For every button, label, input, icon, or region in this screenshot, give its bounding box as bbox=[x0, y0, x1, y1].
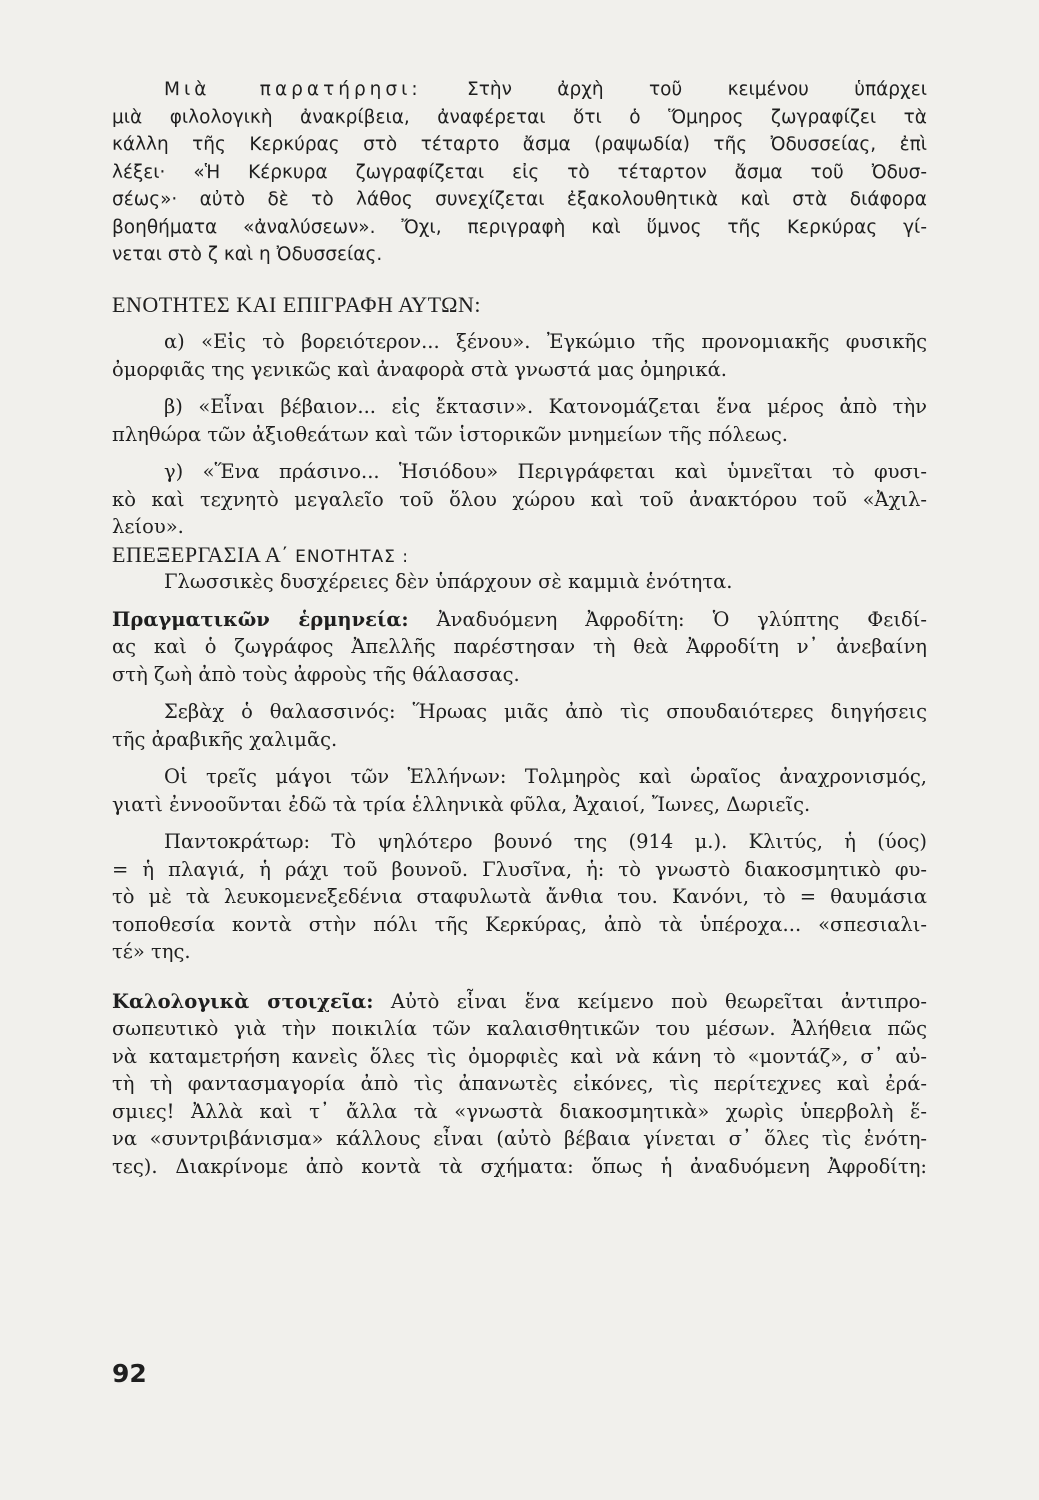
factual-line: τῆς ἀραβικῆς χαλιμᾶς. bbox=[112, 727, 338, 751]
factual-line: τὸ μὲ τὰ λευκομενεξεδένια σταφυλωτὰ ἄνθια του. Κανόνι, τὸ = θαυμάσια bbox=[112, 885, 927, 908]
factual-first-line: Πραγματικῶν ἑρμηνεία: Ἀναδυόμενη Ἀφροδίτη: Ὁ γλύπτης Φειδί- bbox=[112, 607, 927, 631]
section-line: α) «Εἰς τὸ βορειότερον... ξένου». Ἐγκώμιο τῆς προνομιακῆς φυσικῆς bbox=[164, 330, 927, 353]
factual-line: Σεβὰχ ὁ θαλασσινός: Ἥρωας μιᾶς ἀπὸ τὶς σπουδαιότερες διηγήσεις bbox=[164, 700, 927, 723]
section-line: γ) «Ἕνα πράσινο... Ἡσιόδου» Περιγράφεται καὶ ὑμνεῖται τὸ φυσι- bbox=[164, 460, 927, 483]
factual-line: στὴ ζωὴ ἀπὸ τοὺς ἀφροὺς τῆς θάλασσας. bbox=[112, 662, 520, 686]
page-number: 92 bbox=[112, 1359, 147, 1388]
factual-line: τέ» της. bbox=[112, 940, 191, 963]
factual-line: γιατὶ ἐννοοῦνται ἐδῶ τὰ τρία ἑλληνικὰ φῦλα, Ἀχαιοί, Ἴωνες, Δωριεῖς. bbox=[112, 792, 811, 816]
factual-line: Παντοκράτωρ: Τὸ ψηλότερο βουνό της (914 μ.). Κλιτύς, ἡ (ύος) bbox=[164, 830, 927, 853]
aesthetic-label: Καλολογικὰ στοιχεῖα: bbox=[112, 989, 374, 1013]
note-line: λέξει· «Ἡ Κέρκυρα ζωγραφίζεται εἰς τὸ τέταρτον ἄσμα τοῦ Ὀδυσ- bbox=[112, 161, 927, 183]
factual-line: Οἱ τρεῖς μάγοι τῶν Ἑλλήνων: Τολμηρὸς καὶ ὡραῖος ἀναχρονισμός, bbox=[164, 765, 927, 788]
sections-heading: ΕΝΟΤΗΤΕΣ ΚΑΙ ΕΠΙΓΡΑΦΗ ΑΥΤΩΝ: bbox=[112, 291, 481, 317]
factual-line: ας καὶ ὁ ζωγράφος Ἀπελλῆς παρέστησαν τὴ θεὰ Ἀφροδίτη ν᾽ ἀνεβαίνη bbox=[112, 635, 927, 658]
note-first-line: Μιὰ παρατήρησι: Στὴν ἀρχὴ τοῦ κειμένου ὑπάρχει bbox=[164, 79, 927, 100]
note-line: μιὰ φιλολογικὴ ἀνακρίβεια, ἀναφέρεται ὅτι ὁ Ὅμηρος ζωγραφίζει τὰ bbox=[112, 106, 927, 128]
section-line: β) «Εἶναι βέβαιον... εἰς ἔκτασιν». Κατονομάζεται ἕνα μέρος ἀπὸ τὴν bbox=[164, 395, 927, 418]
aesthetic-line: τὴ τὴ φαντασμαγορία ἀπὸ τὶς ἀπανωτὲς εἰκόνες, τὶς περίτεχνες καὶ ἐρά- bbox=[112, 1072, 927, 1095]
note-line: βοηθήματα «ἀναλύσεων». Ὄχι, περιγραφὴ καὶ ὕμνος τῆς Κερκύρας γί- bbox=[112, 216, 927, 238]
elaboration-line: Γλωσσικὲς δυσχέρειες δὲν ὑπάρχουν σὲ καμμιὰ ἑνότητα. bbox=[164, 570, 733, 593]
section-line: ὀμορφιᾶς της γενικῶς καὶ ἀναφορὰ στὰ γνωστά μας ὀμηρικά. bbox=[112, 357, 727, 381]
section-line: πληθώρα τῶν ἀξιοθεάτων καὶ τῶν ἱστορικῶν μνημείων τῆς πόλεως. bbox=[112, 422, 789, 446]
aesthetic-line: να «συντριβάνισμα» κάλλους εἶναι (αὐτὸ βέβαια γίνεται σ᾽ ὅλες τὶς ἑνότη- bbox=[112, 1127, 927, 1150]
aesthetic-line: τες). Διακρίνομε ἀπὸ κοντὰ τὰ σχήματα: ὅπως ἡ ἀναδυόμενη Ἀφροδίτη: bbox=[112, 1154, 927, 1178]
factual-line: = ἡ πλαγιά, ἡ ράχι τοῦ βουνοῦ. Γλυσῖνα, ἡ: τὸ γνωστὸ διακοσμητικὸ φυ- bbox=[112, 857, 927, 881]
note-line: κάλλη τῆς Κερκύρας στὸ τέταρτο ἄσμα (ραψωδία) τῆς Ὀδυσσείας, ἐπὶ bbox=[112, 134, 927, 155]
aesthetic-line: σωπευτικὸ γιὰ τὴν ποικιλία τῶν καλαισθητικῶν του μέσων. Ἀλήθεια πῶς bbox=[112, 1017, 927, 1040]
aesthetic-line: σμιες! Ἀλλὰ καὶ τ᾽ ἄλλα τὰ «γνωστὰ διακοσμητικὰ» χωρὶς ὑπερβολὴ ἕ- bbox=[112, 1099, 927, 1123]
note-line: νεται στὸ ζ καὶ η Ὀδυσσείας. bbox=[112, 244, 383, 265]
note-label: Μιὰ παρατήρησι: bbox=[164, 79, 422, 100]
page-body bbox=[112, 76, 927, 1180]
factual-line: τοποθεσία κοντὰ στὴν πόλι τῆς Κερκύρας, ἀπὸ τὰ ὑπέροχα... «σπεσιαλι- bbox=[112, 912, 927, 936]
note-line: σέως»· αὐτὸ δὲ τὸ λάθος συνεχίζεται ἐξακολουθητικὰ καὶ στὰ διάφορα bbox=[112, 189, 927, 210]
section-line: κὸ καὶ τεχνητὸ μεγαλεῖο τοῦ ὅλου χώρου καὶ τοῦ ἀνακτόρου τοῦ «Ἀχιλ- bbox=[112, 487, 927, 511]
aesthetic-first-line: Καλολογικὰ στοιχεῖα: Αὐτὸ εἶναι ἕνα κείμενο ποὺ θεωρεῖται ἀντιπρο- bbox=[112, 989, 927, 1013]
aesthetic-line: νὰ καταμετρήση κανεὶς ὅλες τὶς ὀμορφιὲς καὶ νὰ κάνη τὸ «μοντάζ», σ᾽ αὐ- bbox=[112, 1044, 927, 1068]
elaboration-heading: ΕΠΕΞΕΡΓΑΣΙΑ Α΄ ΕΝΟΤΗΤΑΣ : bbox=[112, 541, 409, 567]
section-line: λείου». bbox=[112, 515, 184, 538]
factual-label: Πραγματικῶν ἑρμηνεία: bbox=[112, 607, 409, 631]
